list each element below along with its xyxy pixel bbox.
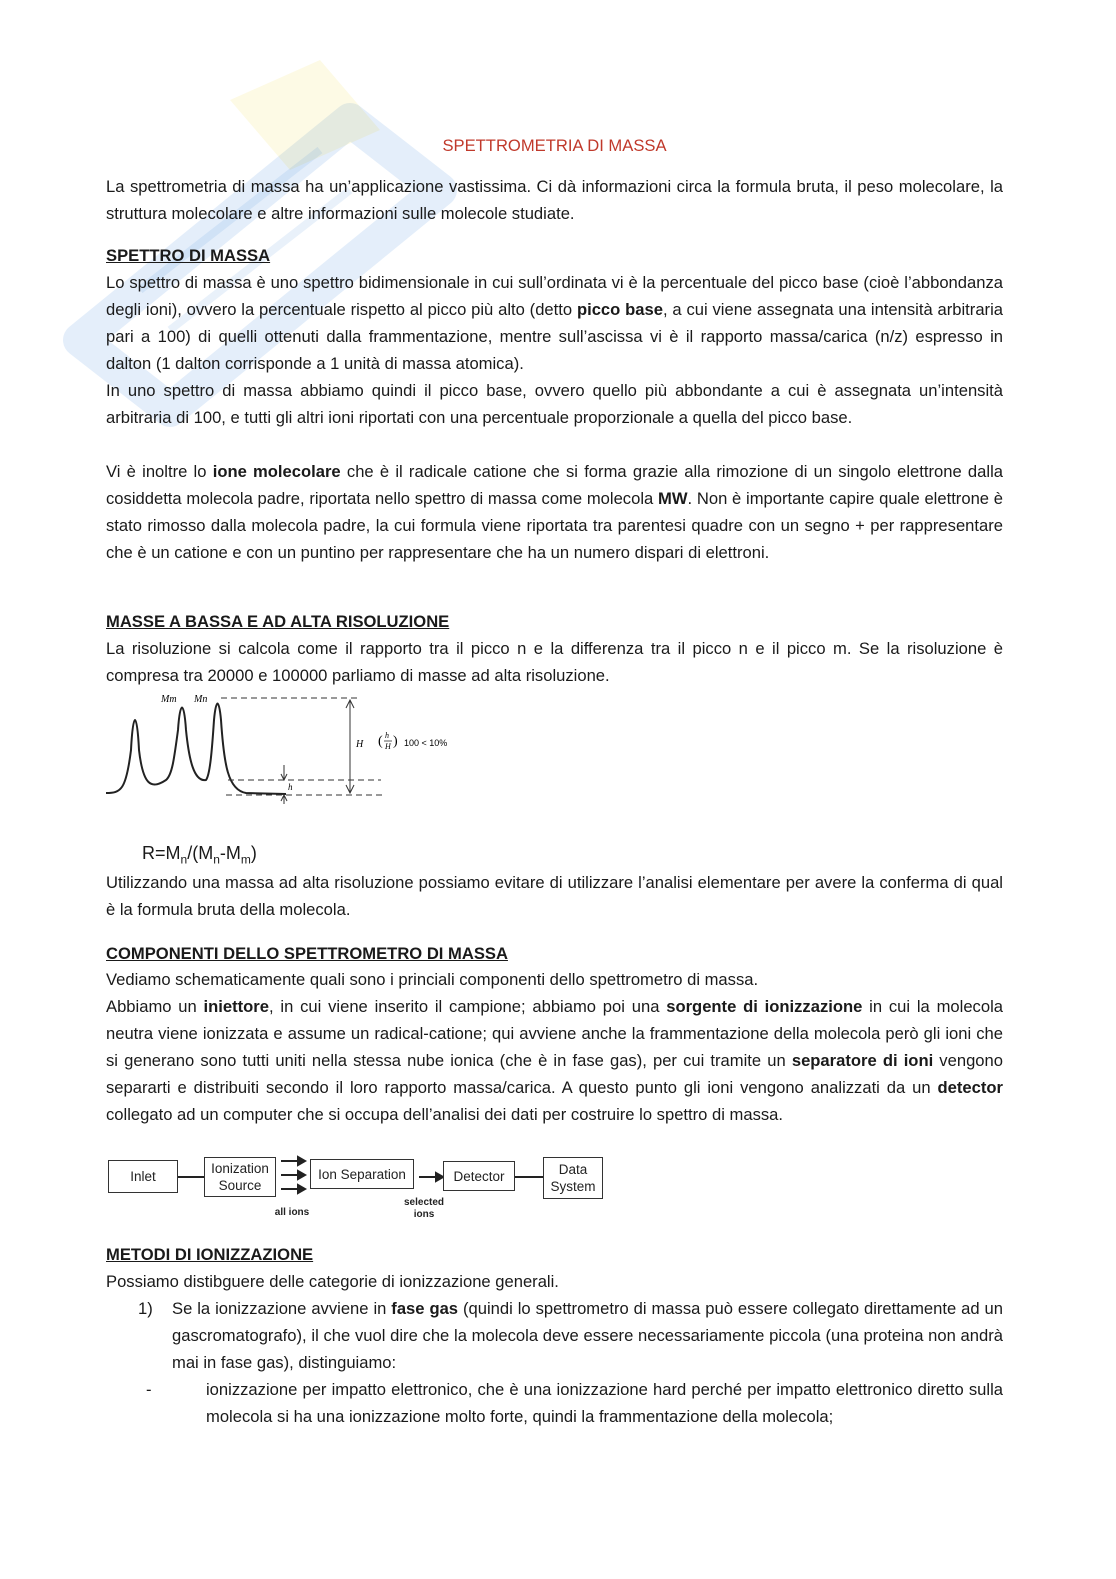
svg-text:(: ( <box>378 734 383 749</box>
label-big-h: H <box>356 739 364 750</box>
selected-ions-label: selected ions <box>403 1197 445 1220</box>
ratio-num: h <box>385 731 389 740</box>
svg-text:): ) <box>393 734 398 749</box>
componenti-paragraph-2: Abbiamo un iniettore, in cui viene inserito il campione; abbiamo poi una sorgente di ionizzazione in cui la molecola neutra viene ionizzata e assume un radical-catione; qui avviene anche la frammentazione della molecola però gli ioni che si generano sono tutti uniti nella stessa nube ionica (che è in fase gas), per cui tramite un separatore di ioni vengono separarti e distribuiti secondo il loro rapporto massa/carica. A questo punto gli ioni vengono analizzati da un detector collegato ad un computer che si occupa dell’analisi dei dati per costruire lo spettro di massa. <box>106 997 1003 1124</box>
masse-paragraph-2: Utilizzando una massa ad alta risoluzione possiamo evitare di utilizzare l’analisi elementare per avere la conferma di qual è la formula bruta della molecola. <box>106 873 1003 919</box>
spettro-paragraph-2: In uno spettro di massa abbiamo quindi il picco base, ovvero quello più abbondante a cui è assegnata un’intensità arbitraria di 100, e tutti gli altri ioni riportati con una percentuale proporzionale a quella del picco base. <box>106 381 1003 427</box>
arrows-group <box>278 1155 308 1199</box>
spettro-paragraph-3: Vi è inoltre lo ione molecolare che è il radicale catione che si forma grazie alla rimozione di un singolo elettrone dalla cosiddetta molecola padre, riportata nello spettro di massa come molecola MW. Non è importante capire quale elettrone è stato rimosso dalla molecola padre, la cui formula viene riportata tra parentesi quadre con un segno + per rappresentare che è un catione e con un puntino per rappresentare che ha un numero dispari di elettroni. <box>106 462 1003 562</box>
resolution-formula: $R=M_n/(M_n-M_m)$ <box>142 843 257 867</box>
spectrometer-diagram <box>106 1155 606 1225</box>
heading-spettro: SPETTRO DI MASSA <box>106 246 271 265</box>
componenti-paragraph-1: Vediamo schematicamente quali sono i princiali componenti dello spettrometro di massa. <box>106 970 759 989</box>
label-small-h: h <box>288 782 293 792</box>
metodi-paragraph-1: Possiamo distibguere delle categorie di ionizzazione generali. <box>106 1272 559 1291</box>
label-mm: Mm <box>161 694 177 705</box>
spettro-paragraph-1: Lo spettro di massa è uno spettro bidimensionale in cui sull’ordinata vi è la percentuale del picco base (cioè l’abbondanza degli ioni), ovvero la percentuale rispetto al picco più alto (detto picco base, a cui viene assegnata una intensità arbitraria pari a 100) di quelli ottenuti dalla frammentazione, mentre sull’ascissa vi è il rapporto massa/carica (n/z) espresso in dalton (1 dalton corrisponde a 1 unità di massa atomica). <box>106 273 1003 373</box>
label-mn: Mn <box>194 694 208 705</box>
resolution-figure <box>106 690 476 810</box>
intro-paragraph: La spettrometria di massa ha un’applicazione vastissima. Ci dà informazioni circa la formula bruta, il peso molecolare, la struttura molecolare e altre informazioni sulle molecole studiate. <box>106 177 1003 223</box>
ratio-den: H <box>385 742 391 751</box>
list-number: 1) <box>138 1299 153 1318</box>
ion-separation-box: Ion Separation <box>310 1159 414 1189</box>
ratio-rest: 100 < 10% <box>404 738 448 748</box>
heading-metodi: METODI DI IONIZZAZIONE <box>106 1245 314 1264</box>
heading-masse: MASSE A BASSA E AD ALTA RISOLUZIONE <box>106 612 450 631</box>
inlet-box: Inlet <box>108 1160 178 1193</box>
page-title: SPETTROMETRIA DI MASSA <box>442 136 667 155</box>
ionization-source-box: Ionization Source <box>204 1157 276 1197</box>
all-ions-label: all ions <box>274 1207 310 1218</box>
list-item-text: Se la ionizzazione avviene in fase gas (quindi lo spettrometro di massa può essere collegato direttamente ad un gascromatografo), il che vuol dire che la molecola deve essere necessariamente piccola (una proteina non andrà mai in fase gas), distinguiamo: <box>172 1299 1003 1372</box>
sub-list-item-text: ionizzazione per impatto elettronico, che è una ionizzazione hard perché per impatto elettronico diretto sulla molecola si ha una ionizzazione molto forte, quindi la frammentazione della molecola; <box>206 1380 1003 1426</box>
data-system-box: Data System <box>543 1157 603 1199</box>
masse-paragraph-1: La risoluzione si calcola come il rapporto tra il picco n e la differenza tra il picco n e il picco m. Se la risoluzione è compresa tra 20000 e 100000 parliamo di masse ad alta risoluzione. <box>106 639 1003 685</box>
heading-componenti: COMPONENTI DELLO SPETTROMETRO DI MASSA <box>106 944 508 963</box>
detector-box: Detector <box>443 1161 515 1191</box>
list-dash: - <box>146 1380 152 1399</box>
